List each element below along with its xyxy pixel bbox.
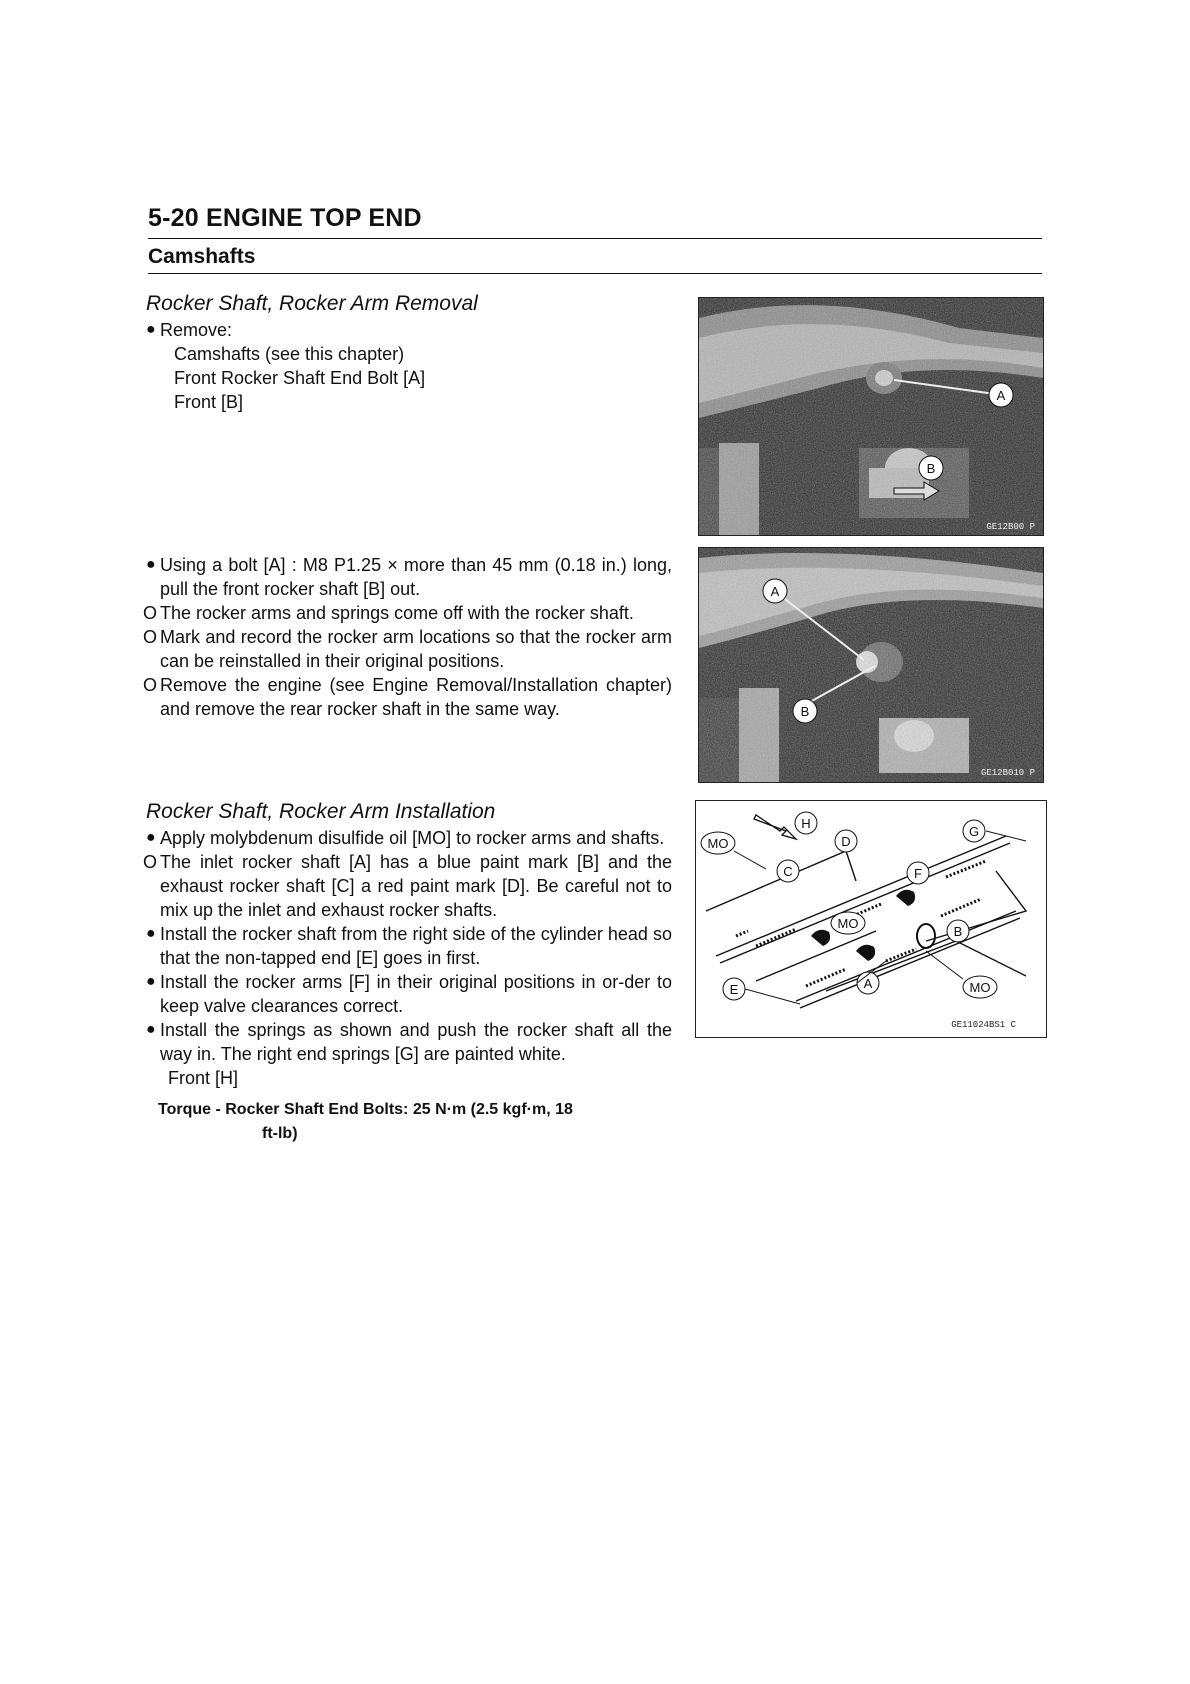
photo-front-rocker-shaft-bolt bbox=[698, 297, 1044, 536]
callout-label: B bbox=[800, 704, 810, 719]
step: O Remove the engine (see Engine Removal/Installation chapter) and remove the rear rocker shaft in the same way. bbox=[146, 673, 672, 721]
callout-label: D bbox=[841, 834, 851, 849]
remove-label: ● Remove: bbox=[146, 318, 672, 342]
installation-heading: Rocker Shaft, Rocker Arm Installation bbox=[146, 800, 496, 823]
callout-label: C bbox=[783, 864, 793, 879]
page-header bbox=[148, 204, 1042, 274]
callout-label: F bbox=[914, 866, 922, 881]
step: ● Using a bolt [A] : M8 P1.25 × more than 45 mm (0.18 in.) long, pull the front rocker shaft [B] out. bbox=[146, 553, 672, 601]
figure-code: GE12B00 P bbox=[986, 522, 1035, 532]
step: ● Apply molybdenum disulfide oil [MO] to rocker arms and shafts. bbox=[146, 826, 672, 850]
callout-label: E bbox=[729, 982, 739, 997]
torque-spec bbox=[146, 1098, 672, 1146]
removal-section bbox=[146, 292, 672, 414]
front-label: Front [H] bbox=[168, 1068, 239, 1088]
figure-code: GE11024BS1 C bbox=[951, 1020, 1016, 1030]
header-rule bbox=[148, 238, 1042, 239]
diagram-rocker-shafts bbox=[695, 800, 1047, 1038]
removal-steps bbox=[146, 553, 672, 721]
callout-label: MO bbox=[707, 836, 729, 851]
remove-item: Camshafts (see this chapter) bbox=[174, 344, 405, 364]
figure-code: GE12B010 P bbox=[980, 768, 1035, 778]
section-title: Camshafts bbox=[148, 245, 256, 268]
torque-line1: Torque - Rocker Shaft End Bolts: 25 N·m (2.5 kgf·m, 18 bbox=[158, 1101, 573, 1118]
page-title: 5-20 ENGINE TOP END bbox=[148, 204, 422, 232]
remove-item: Front [B] bbox=[174, 392, 244, 412]
callout-label: A bbox=[996, 388, 1006, 403]
installation-section bbox=[146, 800, 672, 1146]
section-rule bbox=[148, 273, 1042, 274]
callout-label: MO bbox=[837, 916, 859, 931]
torque-line2: ft-lb) bbox=[262, 1125, 298, 1142]
removal-heading: Rocker Shaft, Rocker Arm Removal bbox=[146, 292, 478, 315]
callout-label: A bbox=[770, 584, 780, 599]
callout-label: A bbox=[863, 976, 873, 991]
photo-drawing bbox=[699, 298, 1043, 535]
photo-pull-rocker-shaft bbox=[698, 547, 1044, 783]
callout-label: G bbox=[968, 824, 980, 839]
remove-item: Front Rocker Shaft End Bolt [A] bbox=[174, 368, 426, 388]
step: O Mark and record the rocker arm locations so that the rocker arm can be reinstalled in their original positions. bbox=[146, 625, 672, 673]
diagram-drawing bbox=[696, 801, 1046, 1037]
step: O The rocker arms and springs come off with the rocker shaft. bbox=[146, 601, 672, 625]
callout-label: H bbox=[801, 816, 811, 831]
callout-label: MO bbox=[969, 980, 991, 995]
step: ● Install the rocker arms [F] in their original positions in or-der to keep valve clearances correct. bbox=[146, 970, 672, 1018]
front-arrow-icon bbox=[754, 815, 796, 839]
step: ● Install the rocker shaft from the right side of the cylinder head so that the non-tapped end [E] goes in first. bbox=[146, 922, 672, 970]
callout-label: B bbox=[926, 461, 936, 476]
photo-drawing bbox=[699, 548, 1043, 782]
step: ● Install the springs as shown and push the rocker shaft all the way in. The right end springs [G] are painted white. bbox=[146, 1018, 672, 1066]
callout-label: B bbox=[953, 924, 963, 939]
step: O The inlet rocker shaft [A] has a blue paint mark [B] and the exhaust rocker shaft [C] a red paint mark [D]. Be careful not to mix up the inlet and exhaust rocker shafts. bbox=[146, 850, 672, 922]
